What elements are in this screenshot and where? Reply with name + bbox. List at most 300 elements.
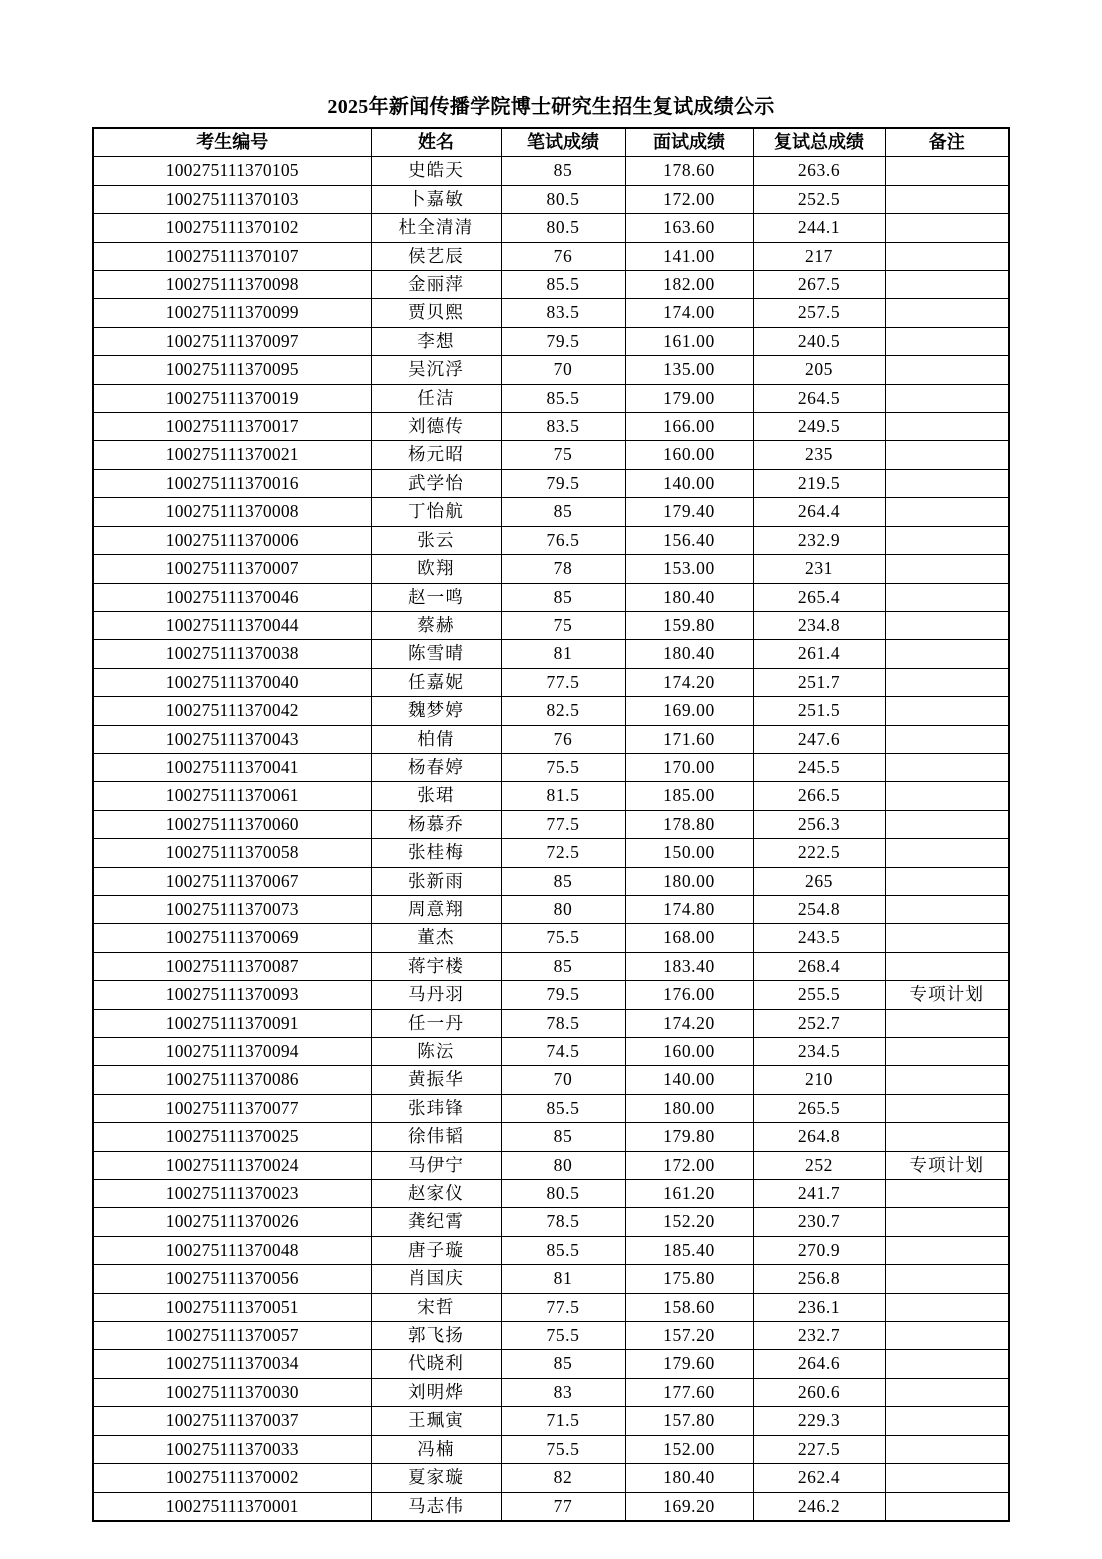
cell-written-score: 76	[501, 725, 625, 753]
cell-name: 张桂梅	[371, 839, 501, 867]
cell-total-score: 240.5	[753, 327, 885, 355]
cell-candidate-id: 100275111370021	[93, 441, 371, 469]
cell-total-score: 244.1	[753, 214, 885, 242]
cell-remark	[885, 640, 1009, 668]
cell-candidate-id: 100275111370086	[93, 1066, 371, 1094]
cell-written-score: 75.5	[501, 1435, 625, 1463]
cell-written-score: 75	[501, 441, 625, 469]
table-row	[93, 952, 1009, 980]
cell-total-score: 268.4	[753, 952, 885, 980]
cell-total-score: 217	[753, 242, 885, 270]
cell-name: 刘明烨	[371, 1378, 501, 1406]
cell-interview-score: 180.40	[625, 583, 753, 611]
cell-total-score: 227.5	[753, 1435, 885, 1463]
cell-remark	[885, 1094, 1009, 1122]
cell-remark	[885, 1265, 1009, 1293]
cell-total-score: 234.5	[753, 1038, 885, 1066]
table-row	[93, 1435, 1009, 1463]
cell-remark	[885, 356, 1009, 384]
table-row	[93, 782, 1009, 810]
table-row	[93, 611, 1009, 639]
table-row	[93, 1208, 1009, 1236]
table-row	[93, 384, 1009, 412]
cell-total-score: 245.5	[753, 753, 885, 781]
table-row	[93, 839, 1009, 867]
cell-total-score: 235	[753, 441, 885, 469]
cell-candidate-id: 100275111370043	[93, 725, 371, 753]
table-row	[93, 1094, 1009, 1122]
cell-remark	[885, 498, 1009, 526]
cell-written-score: 85	[501, 952, 625, 980]
table-row	[93, 924, 1009, 952]
cell-written-score: 85.5	[501, 271, 625, 299]
cell-interview-score: 171.60	[625, 725, 753, 753]
table-header-row	[93, 128, 1009, 157]
cell-interview-score: 180.40	[625, 640, 753, 668]
table-row	[93, 271, 1009, 299]
cell-remark	[885, 668, 1009, 696]
column-header-written-score: 笔试成绩	[501, 128, 625, 157]
cell-written-score: 85.5	[501, 1236, 625, 1264]
cell-interview-score: 163.60	[625, 214, 753, 242]
cell-total-score: 267.5	[753, 271, 885, 299]
cell-written-score: 77.5	[501, 1293, 625, 1321]
column-header-interview-score: 面试成绩	[625, 128, 753, 157]
table-row	[93, 1293, 1009, 1321]
cell-name: 吴沉浮	[371, 356, 501, 384]
cell-interview-score: 160.00	[625, 1038, 753, 1066]
cell-candidate-id: 100275111370087	[93, 952, 371, 980]
cell-written-score: 81.5	[501, 782, 625, 810]
cell-name: 任嘉妮	[371, 668, 501, 696]
cell-interview-score: 156.40	[625, 526, 753, 554]
cell-candidate-id: 100275111370038	[93, 640, 371, 668]
cell-total-score: 236.1	[753, 1293, 885, 1321]
cell-remark	[885, 839, 1009, 867]
table-row	[93, 299, 1009, 327]
table-row	[93, 810, 1009, 838]
cell-remark	[885, 469, 1009, 497]
cell-interview-score: 179.40	[625, 498, 753, 526]
cell-written-score: 78	[501, 555, 625, 583]
cell-interview-score: 179.00	[625, 384, 753, 412]
cell-written-score: 79.5	[501, 469, 625, 497]
cell-total-score: 243.5	[753, 924, 885, 952]
cell-total-score: 252	[753, 1151, 885, 1179]
cell-remark	[885, 1009, 1009, 1037]
cell-interview-score: 161.20	[625, 1180, 753, 1208]
cell-total-score: 256.3	[753, 810, 885, 838]
cell-interview-score: 140.00	[625, 1066, 753, 1094]
cell-written-score: 76	[501, 242, 625, 270]
table-row	[93, 1123, 1009, 1151]
cell-total-score: 263.6	[753, 157, 885, 185]
cell-interview-score: 179.60	[625, 1350, 753, 1378]
cell-total-score: 255.5	[753, 981, 885, 1009]
scores-table	[92, 127, 1010, 1522]
cell-candidate-id: 100275111370026	[93, 1208, 371, 1236]
cell-total-score: 260.6	[753, 1378, 885, 1406]
cell-remark	[885, 1180, 1009, 1208]
cell-candidate-id: 100275111370042	[93, 697, 371, 725]
cell-total-score: 246.2	[753, 1492, 885, 1521]
cell-written-score: 76.5	[501, 526, 625, 554]
cell-written-score: 70	[501, 356, 625, 384]
cell-total-score: 210	[753, 1066, 885, 1094]
cell-candidate-id: 100275111370051	[93, 1293, 371, 1321]
cell-name: 马丹羽	[371, 981, 501, 1009]
cell-name: 肖国庆	[371, 1265, 501, 1293]
cell-interview-score: 174.80	[625, 895, 753, 923]
cell-name: 欧翔	[371, 555, 501, 583]
cell-name: 唐子璇	[371, 1236, 501, 1264]
cell-total-score: 219.5	[753, 469, 885, 497]
cell-written-score: 77.5	[501, 810, 625, 838]
cell-remark	[885, 441, 1009, 469]
cell-written-score: 75.5	[501, 753, 625, 781]
cell-written-score: 85	[501, 1350, 625, 1378]
cell-candidate-id: 100275111370007	[93, 555, 371, 583]
cell-interview-score: 180.00	[625, 1094, 753, 1122]
cell-remark	[885, 384, 1009, 412]
cell-candidate-id: 100275111370044	[93, 611, 371, 639]
cell-written-score: 85	[501, 867, 625, 895]
cell-remark	[885, 214, 1009, 242]
cell-total-score: 205	[753, 356, 885, 384]
cell-candidate-id: 100275111370034	[93, 1350, 371, 1378]
cell-interview-score: 153.00	[625, 555, 753, 583]
cell-written-score: 80.5	[501, 214, 625, 242]
cell-interview-score: 141.00	[625, 242, 753, 270]
table-row	[93, 697, 1009, 725]
cell-name: 董杰	[371, 924, 501, 952]
cell-name: 代晓利	[371, 1350, 501, 1378]
cell-interview-score: 174.20	[625, 668, 753, 696]
cell-remark	[885, 753, 1009, 781]
cell-total-score: 251.5	[753, 697, 885, 725]
cell-interview-score: 140.00	[625, 469, 753, 497]
table-row	[93, 413, 1009, 441]
cell-written-score: 75	[501, 611, 625, 639]
cell-total-score: 252.7	[753, 1009, 885, 1037]
table-row	[93, 640, 1009, 668]
cell-remark	[885, 1492, 1009, 1521]
cell-candidate-id: 100275111370058	[93, 839, 371, 867]
table-row	[93, 725, 1009, 753]
cell-name: 周意翔	[371, 895, 501, 923]
cell-candidate-id: 100275111370041	[93, 753, 371, 781]
cell-candidate-id: 100275111370095	[93, 356, 371, 384]
cell-candidate-id: 100275111370099	[93, 299, 371, 327]
cell-candidate-id: 100275111370025	[93, 1123, 371, 1151]
table-row	[93, 1180, 1009, 1208]
table-body	[93, 157, 1009, 1521]
cell-candidate-id: 100275111370093	[93, 981, 371, 1009]
cell-written-score: 79.5	[501, 327, 625, 355]
cell-remark	[885, 1322, 1009, 1350]
cell-name: 任洁	[371, 384, 501, 412]
cell-written-score: 78.5	[501, 1208, 625, 1236]
cell-remark	[885, 952, 1009, 980]
cell-candidate-id: 100275111370067	[93, 867, 371, 895]
cell-remark	[885, 185, 1009, 213]
cell-written-score: 81	[501, 640, 625, 668]
cell-written-score: 83.5	[501, 413, 625, 441]
cell-candidate-id: 100275111370002	[93, 1464, 371, 1492]
cell-interview-score: 180.00	[625, 867, 753, 895]
cell-candidate-id: 100275111370061	[93, 782, 371, 810]
cell-remark	[885, 1293, 1009, 1321]
cell-written-score: 82.5	[501, 697, 625, 725]
cell-interview-score: 169.00	[625, 697, 753, 725]
cell-name: 龚纪霄	[371, 1208, 501, 1236]
cell-interview-score: 175.80	[625, 1265, 753, 1293]
cell-candidate-id: 100275111370091	[93, 1009, 371, 1037]
cell-interview-score: 176.00	[625, 981, 753, 1009]
cell-candidate-id: 100275111370030	[93, 1378, 371, 1406]
cell-candidate-id: 100275111370006	[93, 526, 371, 554]
cell-total-score: 265.5	[753, 1094, 885, 1122]
cell-candidate-id: 100275111370057	[93, 1322, 371, 1350]
table-row	[93, 1038, 1009, 1066]
cell-total-score: 257.5	[753, 299, 885, 327]
scores-table-container	[92, 127, 1008, 1522]
cell-interview-score: 178.60	[625, 157, 753, 185]
table-row	[93, 1151, 1009, 1179]
cell-name: 张云	[371, 526, 501, 554]
cell-remark	[885, 895, 1009, 923]
cell-total-score: 232.7	[753, 1322, 885, 1350]
table-row	[93, 441, 1009, 469]
cell-remark	[885, 1208, 1009, 1236]
cell-total-score: 234.8	[753, 611, 885, 639]
cell-written-score: 71.5	[501, 1407, 625, 1435]
table-header	[93, 128, 1009, 157]
table-row	[93, 185, 1009, 213]
table-row	[93, 327, 1009, 355]
table-row	[93, 1378, 1009, 1406]
cell-remark	[885, 583, 1009, 611]
cell-interview-score: 183.40	[625, 952, 753, 980]
cell-name: 史皓天	[371, 157, 501, 185]
cell-total-score: 252.5	[753, 185, 885, 213]
cell-interview-score: 178.80	[625, 810, 753, 838]
cell-name: 丁怡航	[371, 498, 501, 526]
cell-remark	[885, 697, 1009, 725]
cell-interview-score: 172.00	[625, 185, 753, 213]
cell-name: 卜嘉敏	[371, 185, 501, 213]
cell-name: 王珮寅	[371, 1407, 501, 1435]
cell-written-score: 80	[501, 895, 625, 923]
cell-name: 黄振华	[371, 1066, 501, 1094]
cell-candidate-id: 100275111370060	[93, 810, 371, 838]
cell-written-score: 85	[501, 1123, 625, 1151]
cell-written-score: 77.5	[501, 668, 625, 696]
column-header-name: 姓名	[371, 128, 501, 157]
cell-total-score: 254.8	[753, 895, 885, 923]
table-row	[93, 867, 1009, 895]
cell-name: 李想	[371, 327, 501, 355]
cell-name: 刘德传	[371, 413, 501, 441]
cell-candidate-id: 100275111370001	[93, 1492, 371, 1521]
cell-written-score: 70	[501, 1066, 625, 1094]
cell-candidate-id: 100275111370077	[93, 1094, 371, 1122]
cell-interview-score: 177.60	[625, 1378, 753, 1406]
cell-candidate-id: 100275111370033	[93, 1435, 371, 1463]
cell-name: 蒋宇楼	[371, 952, 501, 980]
table-row	[93, 1236, 1009, 1264]
cell-remark	[885, 611, 1009, 639]
table-row	[93, 242, 1009, 270]
cell-written-score: 78.5	[501, 1009, 625, 1037]
cell-interview-score: 166.00	[625, 413, 753, 441]
cell-name: 夏家璇	[371, 1464, 501, 1492]
table-row	[93, 1066, 1009, 1094]
page-title: 2025年新闻传播学院博士研究生招生复试成绩公示	[327, 96, 775, 118]
cell-written-score: 83.5	[501, 299, 625, 327]
cell-remark	[885, 1407, 1009, 1435]
cell-written-score: 80.5	[501, 1180, 625, 1208]
table-row	[93, 1407, 1009, 1435]
cell-remark	[885, 327, 1009, 355]
cell-interview-score: 150.00	[625, 839, 753, 867]
cell-name: 马伊宁	[371, 1151, 501, 1179]
cell-candidate-id: 100275111370016	[93, 469, 371, 497]
cell-total-score: 264.8	[753, 1123, 885, 1151]
cell-candidate-id: 100275111370103	[93, 185, 371, 213]
cell-written-score: 80.5	[501, 185, 625, 213]
cell-remark	[885, 1378, 1009, 1406]
cell-candidate-id: 100275111370048	[93, 1236, 371, 1264]
cell-name: 杜全清清	[371, 214, 501, 242]
cell-total-score: 266.5	[753, 782, 885, 810]
cell-total-score: 270.9	[753, 1236, 885, 1264]
cell-remark	[885, 1464, 1009, 1492]
cell-written-score: 74.5	[501, 1038, 625, 1066]
column-header-remark: 备注	[885, 128, 1009, 157]
cell-name: 杨元昭	[371, 441, 501, 469]
cell-remark	[885, 526, 1009, 554]
table-row	[93, 1492, 1009, 1521]
cell-candidate-id: 100275111370008	[93, 498, 371, 526]
cell-written-score: 77	[501, 1492, 625, 1521]
cell-remark	[885, 555, 1009, 583]
cell-remark	[885, 725, 1009, 753]
cell-total-score: 264.4	[753, 498, 885, 526]
cell-name: 马志伟	[371, 1492, 501, 1521]
cell-total-score: 265.4	[753, 583, 885, 611]
cell-name: 宋哲	[371, 1293, 501, 1321]
cell-total-score: 222.5	[753, 839, 885, 867]
cell-total-score: 229.3	[753, 1407, 885, 1435]
cell-candidate-id: 100275111370023	[93, 1180, 371, 1208]
cell-name: 冯楠	[371, 1435, 501, 1463]
cell-interview-score: 152.00	[625, 1435, 753, 1463]
cell-written-score: 85.5	[501, 1094, 625, 1122]
cell-candidate-id: 100275111370056	[93, 1265, 371, 1293]
cell-name: 赵一鸣	[371, 583, 501, 611]
cell-total-score: 262.4	[753, 1464, 885, 1492]
table-row	[93, 214, 1009, 242]
cell-total-score: 231	[753, 555, 885, 583]
table-row	[93, 498, 1009, 526]
cell-remark: 专项计划	[885, 981, 1009, 1009]
cell-total-score: 264.6	[753, 1350, 885, 1378]
table-row	[93, 981, 1009, 1009]
cell-total-score: 264.5	[753, 384, 885, 412]
cell-remark	[885, 1236, 1009, 1264]
cell-remark	[885, 810, 1009, 838]
cell-written-score: 83	[501, 1378, 625, 1406]
cell-interview-score: 159.80	[625, 611, 753, 639]
cell-interview-score: 161.00	[625, 327, 753, 355]
cell-remark	[885, 1435, 1009, 1463]
column-header-candidate-id: 考生编号	[93, 128, 371, 157]
cell-total-score: 256.8	[753, 1265, 885, 1293]
cell-name: 徐伟韬	[371, 1123, 501, 1151]
cell-candidate-id: 100275111370040	[93, 668, 371, 696]
cell-interview-score: 170.00	[625, 753, 753, 781]
table-row	[93, 753, 1009, 781]
table-row	[93, 526, 1009, 554]
cell-interview-score: 157.80	[625, 1407, 753, 1435]
cell-interview-score: 169.20	[625, 1492, 753, 1521]
cell-interview-score: 158.60	[625, 1293, 753, 1321]
cell-interview-score: 179.80	[625, 1123, 753, 1151]
cell-interview-score: 157.20	[625, 1322, 753, 1350]
cell-written-score: 85	[501, 498, 625, 526]
cell-total-score: 241.7	[753, 1180, 885, 1208]
table-row	[93, 1009, 1009, 1037]
cell-name: 武学怡	[371, 469, 501, 497]
cell-candidate-id: 100275111370073	[93, 895, 371, 923]
cell-total-score: 232.9	[753, 526, 885, 554]
cell-interview-score: 174.20	[625, 1009, 753, 1037]
cell-name: 郭飞扬	[371, 1322, 501, 1350]
cell-candidate-id: 100275111370024	[93, 1151, 371, 1179]
column-header-total-score: 复试总成绩	[753, 128, 885, 157]
table-row	[93, 583, 1009, 611]
cell-remark	[885, 1350, 1009, 1378]
cell-interview-score: 185.40	[625, 1236, 753, 1264]
cell-name: 赵家仪	[371, 1180, 501, 1208]
table-row	[93, 1322, 1009, 1350]
cell-remark	[885, 867, 1009, 895]
cell-name: 任一丹	[371, 1009, 501, 1037]
table-row	[93, 469, 1009, 497]
cell-remark	[885, 271, 1009, 299]
cell-name: 柏倩	[371, 725, 501, 753]
cell-name: 陈沄	[371, 1038, 501, 1066]
table-row	[93, 1265, 1009, 1293]
cell-name: 陈雪晴	[371, 640, 501, 668]
cell-name: 蔡赫	[371, 611, 501, 639]
cell-candidate-id: 100275111370037	[93, 1407, 371, 1435]
cell-name: 张玮锋	[371, 1094, 501, 1122]
cell-candidate-id: 100275111370102	[93, 214, 371, 242]
cell-interview-score: 172.00	[625, 1151, 753, 1179]
cell-candidate-id: 100275111370097	[93, 327, 371, 355]
cell-remark: 专项计划	[885, 1151, 1009, 1179]
cell-interview-score: 168.00	[625, 924, 753, 952]
cell-remark	[885, 782, 1009, 810]
cell-written-score: 75.5	[501, 924, 625, 952]
cell-remark	[885, 1066, 1009, 1094]
cell-remark	[885, 1123, 1009, 1151]
cell-total-score: 249.5	[753, 413, 885, 441]
cell-candidate-id: 100275111370046	[93, 583, 371, 611]
table-row	[93, 356, 1009, 384]
